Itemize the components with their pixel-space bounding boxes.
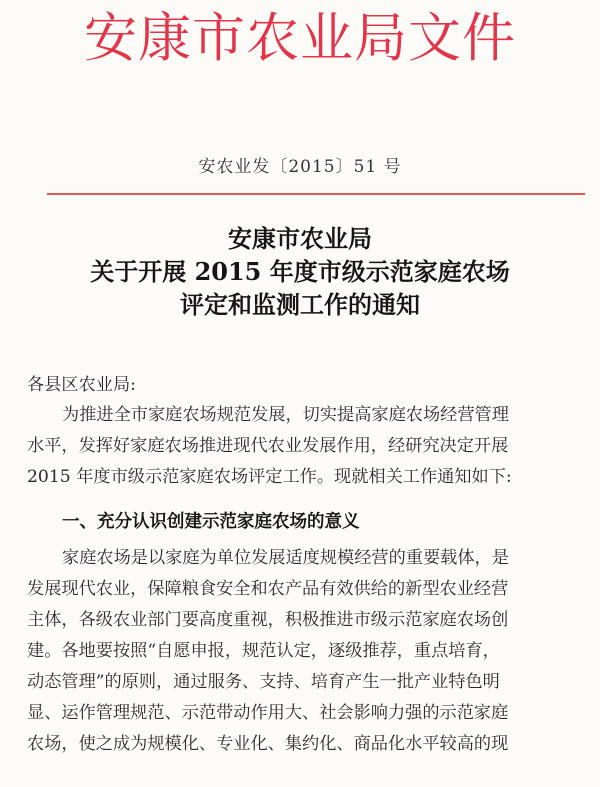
title-line-3: 评定和监测工作的通知 (180, 290, 420, 319)
paragraph-line: 建。各地要按照“自愿申报，规范认定，逐级推荐，重点培育， (27, 641, 500, 661)
notice-title (0, 222, 600, 321)
issuer-header-title: 安康市农业局文件 (84, 8, 516, 69)
salutation: 各县区农业局: (27, 375, 136, 395)
paragraph-line: 主体，各级农业部门要高度重视，积极推进市级示范家庭农场创 (27, 610, 509, 630)
paragraph-2 (27, 543, 587, 760)
paragraph-line: 为推进全市家庭农场规范发展，切实提高家庭农场经营管理 (62, 405, 509, 425)
paragraph-line: 水平，发挥好家庭农场推进现代农业发展作用，经研究决定开展 (27, 436, 509, 456)
title-line-2: 关于开展 2015 年度市级示范家庭农场 (90, 257, 510, 286)
paragraph-line: 家庭农场是以家庭为单位发展适度规模经营的重要载体，是 (62, 548, 509, 568)
paragraph-line: 农场，使之成为规模化、专业化、集约化、商品化水平较高的现 (27, 734, 509, 754)
paragraph-line: 2015 年度市级示范家庭农场评定工作。现就相关工作通知如下: (27, 467, 512, 487)
red-divider-line (47, 193, 585, 195)
document-number: 安农业发〔2015〕51 号 (198, 157, 402, 177)
paragraph-line: 动态管理”的原则，通过服务、支持、培育产生一批产业特色明 (27, 672, 500, 692)
paragraph-line: 显、运作管理规范、示范带动作用大、社会影响力强的示范家庭 (27, 703, 509, 723)
title-line-1: 安康市农业局 (228, 224, 372, 253)
paragraph-1 (27, 400, 587, 493)
paragraph-line: 发展现代农业，保障粮食安全和农产品有效供给的新型农业经营 (27, 579, 509, 599)
section-heading-1: 一、充分认识创建示范家庭农场的意义 (62, 512, 360, 532)
